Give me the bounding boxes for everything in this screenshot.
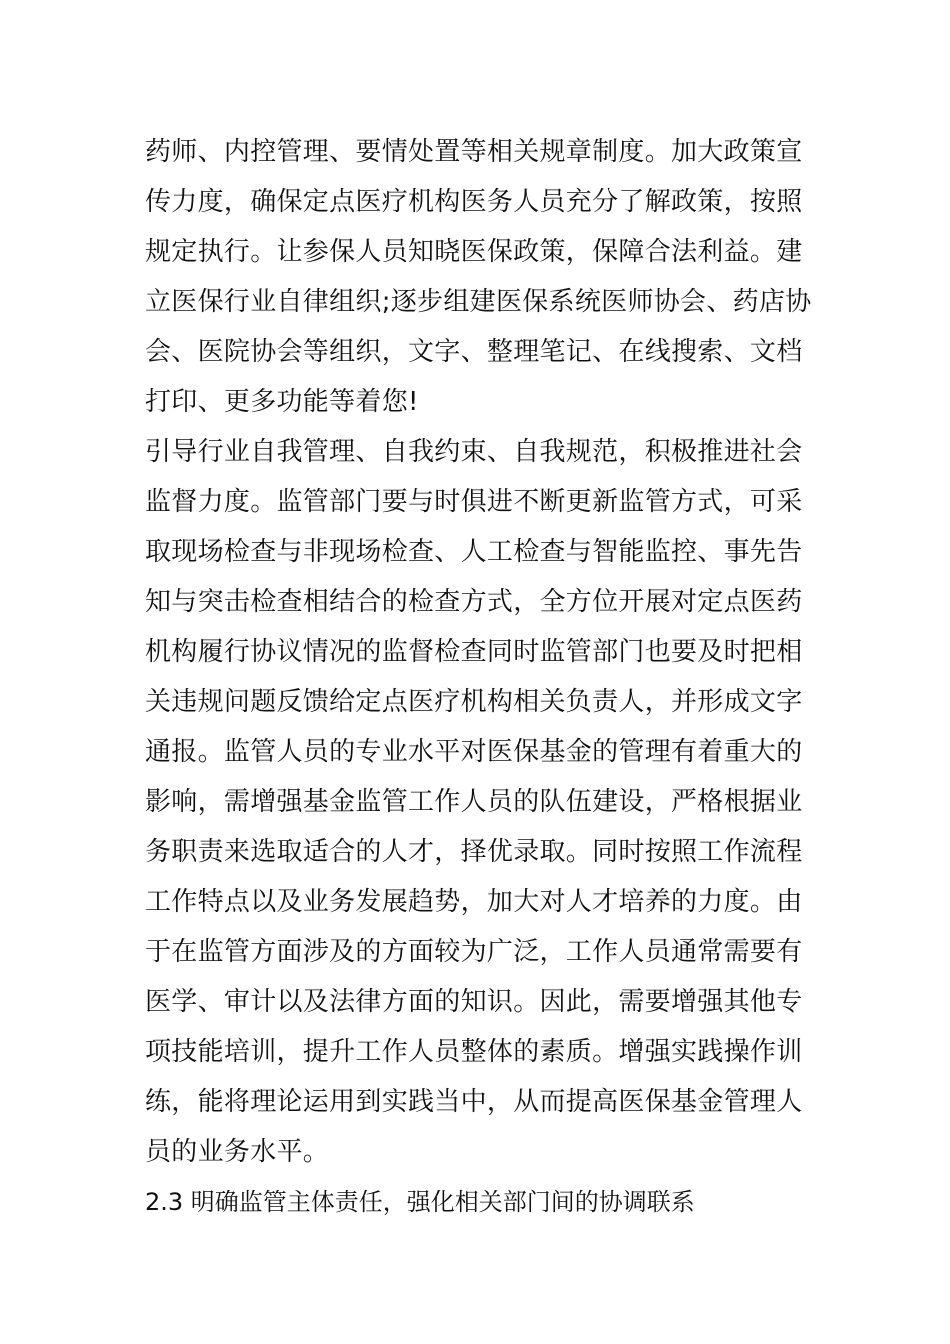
section-heading: 2.3 明确监管主体责任，强化相关部门间的协调联系 — [145, 1188, 695, 1216]
text-line: 引导行业自我管理、自我约束、自我规范，积极推进社会 — [145, 437, 803, 467]
text-line: 项技能培训，提升工作人员整体的素质。增强实践操作训 — [145, 1037, 803, 1067]
text-line: 关违规问题反馈给定点医疗机构相关负责人，并形成文字 — [145, 687, 803, 717]
text-line: 务职责来选取适合的人才，择优录取。同时按照工作流程 — [145, 837, 803, 867]
text-line: 会、医院协会等组织，文字、整理笔记、在线搜索、文档 — [145, 337, 803, 367]
text-line: 影响，需增强基金监管工作人员的队伍建设，严格根据业 — [145, 787, 803, 817]
paragraph-2 — [145, 427, 815, 1177]
document-body — [145, 127, 815, 1227]
text-line: 立医保行业自律组织;逐步组建医保系统医师协会、药店协 — [145, 287, 812, 317]
paragraph-1 — [145, 127, 815, 427]
text-line: 取现场检查与非现场检查、人工检查与智能监控、事先告 — [145, 537, 803, 567]
text-line: 药师、内控管理、要情处置等相关规章制度。加大政策宣 — [145, 137, 803, 167]
text-line: 练，能将理论运用到实践当中，从而提高医保基金管理人 — [145, 1087, 803, 1117]
text-line: 机构履行协议情况的监督检查同时监管部门也要及时把相 — [145, 637, 803, 667]
text-line: 工作特点以及业务发展趋势，加大对人才培养的力度。由 — [145, 887, 803, 917]
text-line: 于在监管方面涉及的方面较为广泛，工作人员通常需要有 — [145, 937, 803, 967]
text-line: 知与突击检查相结合的检查方式，全方位开展对定点医药 — [145, 587, 803, 617]
text-line: 规定执行。让参保人员知晓医保政策，保障合法利益。建 — [145, 237, 803, 267]
text-line: 医学、审计以及法律方面的知识。因此，需要增强其他专 — [145, 987, 803, 1017]
text-line: 打印、更多功能等着您! — [145, 387, 419, 417]
text-line: 监督力度。监管部门要与时俱进不断更新监管方式，可采 — [145, 487, 803, 517]
text-line: 传力度，确保定点医疗机构医务人员充分了解政策，按照 — [145, 187, 803, 217]
text-line: 员的业务水平。 — [145, 1137, 330, 1167]
text-line: 通报。监管人员的专业水平对医保基金的管理有着重大的 — [145, 737, 803, 767]
